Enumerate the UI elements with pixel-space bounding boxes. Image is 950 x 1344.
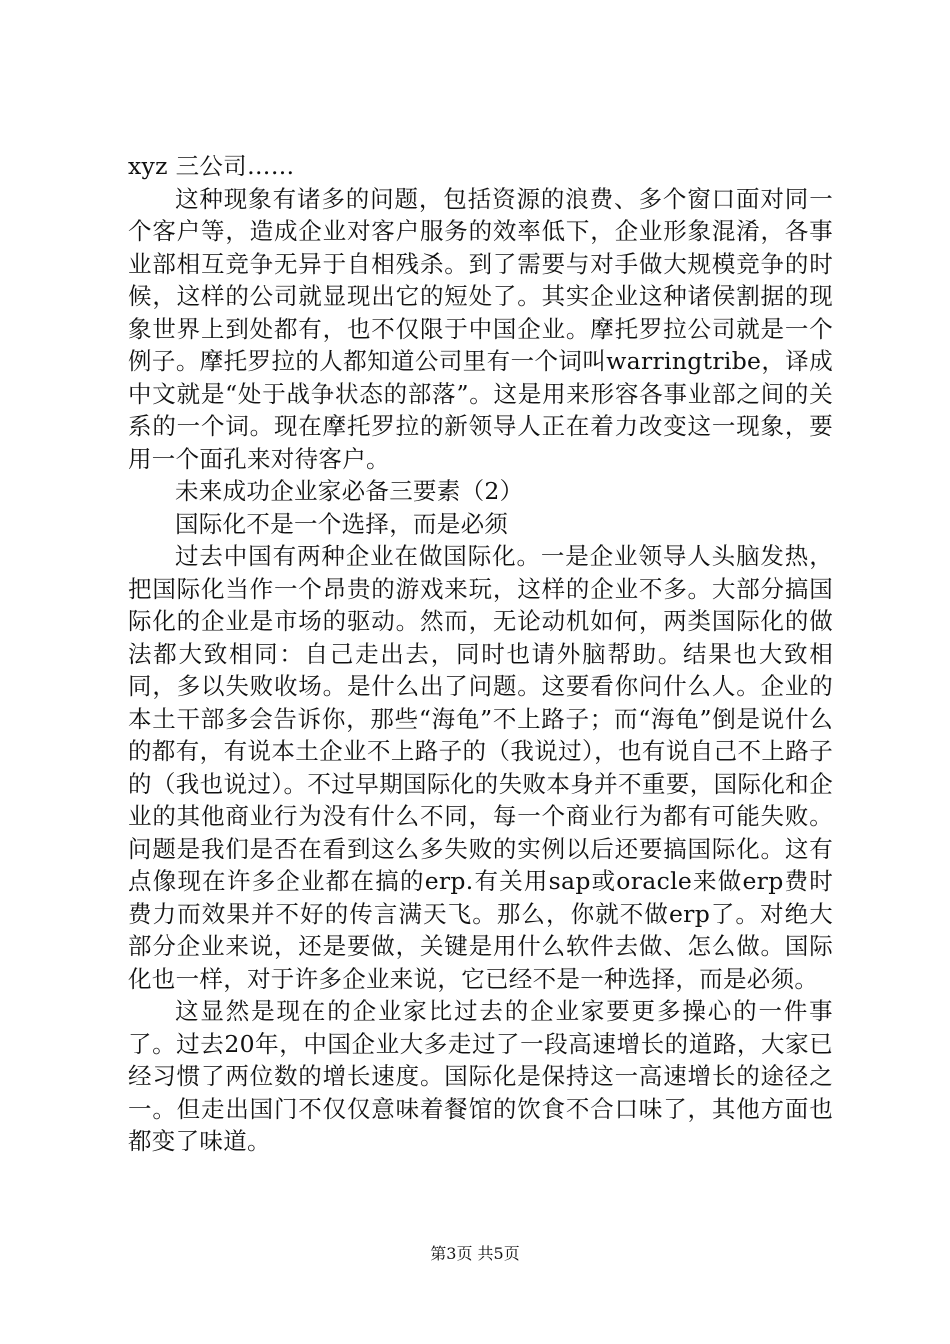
subsection-heading: 国际化不是一个选择，而是必须 — [175, 509, 509, 538]
paragraph-continuation: xyz 三公司…… — [128, 152, 295, 180]
page-number: 第3页 共5页 — [430, 1244, 520, 1263]
document-body — [128, 150, 833, 1158]
section-heading: 未来成功企业家必备三要素（2） — [175, 477, 524, 505]
paragraph-internationalization: 过去中国有两种企业在做国际化。一是企业领导人头脑发热，把国际化当作一个昂贵的游戏来玩，这样的企业不多。大部分搞国际化的企业是市场的驱动。然而，无论动机如何，两类国际化的做法都大致相同：自己走出去，同时也请外脑帮助。结果也大致相同，多以失败收场。是什么出了问题。这要看你问什么人。企业的本土干部多会告诉你，那些“海龟”不上路子；而“海龟”倒是说什么的都有，有说本土企业不上路子的（我说过），也有说自己不上路子的（我也说过）。不过早期国际化的失败本身并不重要，国际化和企业的其他商业行为没有什么不同，每一个商业行为都有可能失败。问题是我们是否在看到这么多失败的实例以后还要搞国际化。这有点像现在许多企业都在搞的erp.有关用sap或oracle来做erp费时费力而效果并不好的传言满天飞。那么，你就不做erp了。对绝大部分企业来说，还是要做，关键是用什么软件去做、怎么做。国际化也一样，对于许多企业来说，它已经不是一种选择，而是必须。 — [128, 542, 833, 993]
paragraph-motorola-example: 这种现象有诸多的问题，包括资源的浪费、多个窗口面对同一个客户等，造成企业对客户服务的效率低下，企业形象混淆，各事业部相互竞争无异于自相残杀。到了需要与对手做大规模竞争的时候，这样的公司就显现出它的短处了。其实企业这种诸侯割据的现象世界上到处都有，也不仅限于中国企业。摩托罗拉公司就是一个例子。摩托罗拉的人都知道公司里有一个词叫warringtribe，译成中文就是“处于战争状态的部落”。这是用来形容各事业部之间的关系的一个词。现在摩托罗拉的新领导人正在着力改变这一现象，要用一个面孔来对待客户。 — [128, 184, 833, 473]
paragraph-growth: 这显然是现在的企业家比过去的企业家要更多操心的一件事了。过去20年，中国企业大多走过了一段高速增长的道路，大家已经习惯了两位数的增长速度。国际化是保持这一高速增长的途径之一。但走出国门不仅仅意味着餐馆的饮食不合口味了，其他方面也都变了味道。 — [128, 997, 833, 1155]
